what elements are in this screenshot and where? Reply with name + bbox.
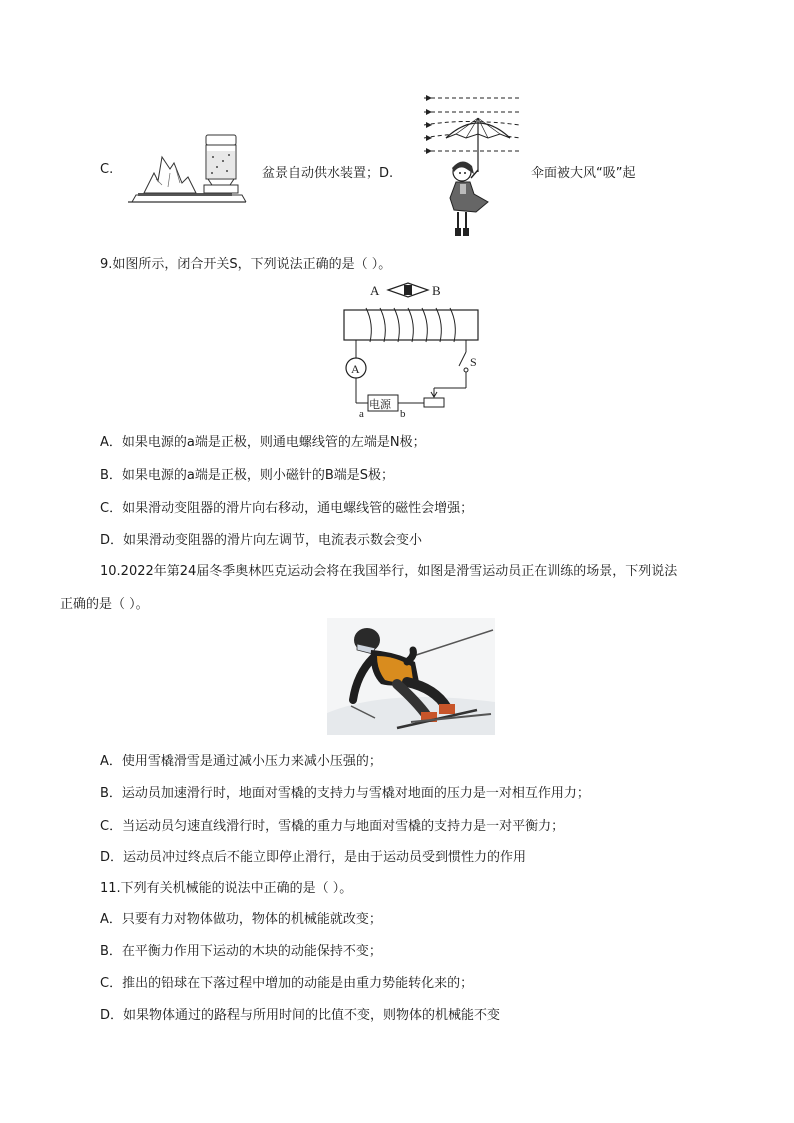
solenoid-circuit-diagram: [340, 280, 490, 420]
q8-option-c-label: C.: [100, 162, 114, 177]
q9-option-d: D．如果滑动变阻器的滑片向左调节，电流表示数会变小: [100, 533, 423, 548]
q10-option-d: D．运动员冲过终点后不能立即停止滑行，是由于运动员受到惯性力的作用: [100, 850, 527, 865]
q11-option-d: D．如果物体通过的路程与所用时间的比值不变，则物体的机械能不变: [100, 1008, 501, 1023]
q9-stem: 9.如图所示，闭合开关S，下列说法正确的是（ ）。: [100, 257, 392, 272]
q8-option-d-text: 伞面被大风“吸”起: [531, 166, 636, 181]
skier-photo: [327, 618, 495, 735]
q11-option-c: C．推出的铅球在下落过程中增加的动能是由重力势能转化来的；: [100, 976, 474, 991]
magnet-label-a: A: [370, 283, 380, 298]
q10-stem-line2: 正确的是（ ）。: [60, 597, 149, 612]
magnet-label-b: B: [432, 283, 441, 298]
ammeter-label: A: [351, 362, 360, 376]
q10-option-a: A．使用雪橇滑雪是通过减小压力来减小压强的；: [100, 754, 382, 769]
power-source-label: 电源: [369, 398, 391, 411]
q9-option-a: A．如果电源的a端是正极，则通电螺线管的左端是N极；: [100, 435, 426, 450]
q10-option-c: C．当运动员匀速直线滑行时，雪橇的重力与地面对雪橇的支持力是一对平衡力；: [100, 819, 565, 834]
q11-stem: 11.下列有关机械能的说法中正确的是（ ）。: [100, 881, 353, 896]
q11-option-b: B．在平衡力作用下运动的木块的动能保持不变；: [100, 944, 382, 959]
switch-label: S: [470, 355, 477, 369]
q10-option-b: B．运动员加速滑行时，地面对雪橇的支持力与雪橇对地面的压力是一对相互作用力；: [100, 786, 590, 801]
terminal-b-label: b: [400, 408, 406, 420]
terminal-a-label: a: [359, 408, 364, 420]
bonsai-water-supply-figure: [126, 133, 252, 205]
q9-option-c: C．如果滑动变阻器的滑片向右移动，通电螺线管的磁性会增强；: [100, 501, 474, 516]
q11-option-a: A．只要有力对物体做功，物体的机械能就改变；: [100, 912, 382, 927]
umbrella-wind-figure: [416, 94, 520, 242]
q8-option-c-text: 盆景自动供水装置；D.: [262, 166, 394, 181]
q10-stem-line1: 10.2022年第24届冬季奥林匹克运动会将在我国举行，如图是滑雪运动员正在训练的场景，下列说法: [100, 564, 678, 579]
q9-option-b: B．如果电源的a端是正极，则小磁针的B端是S极；: [100, 468, 395, 483]
